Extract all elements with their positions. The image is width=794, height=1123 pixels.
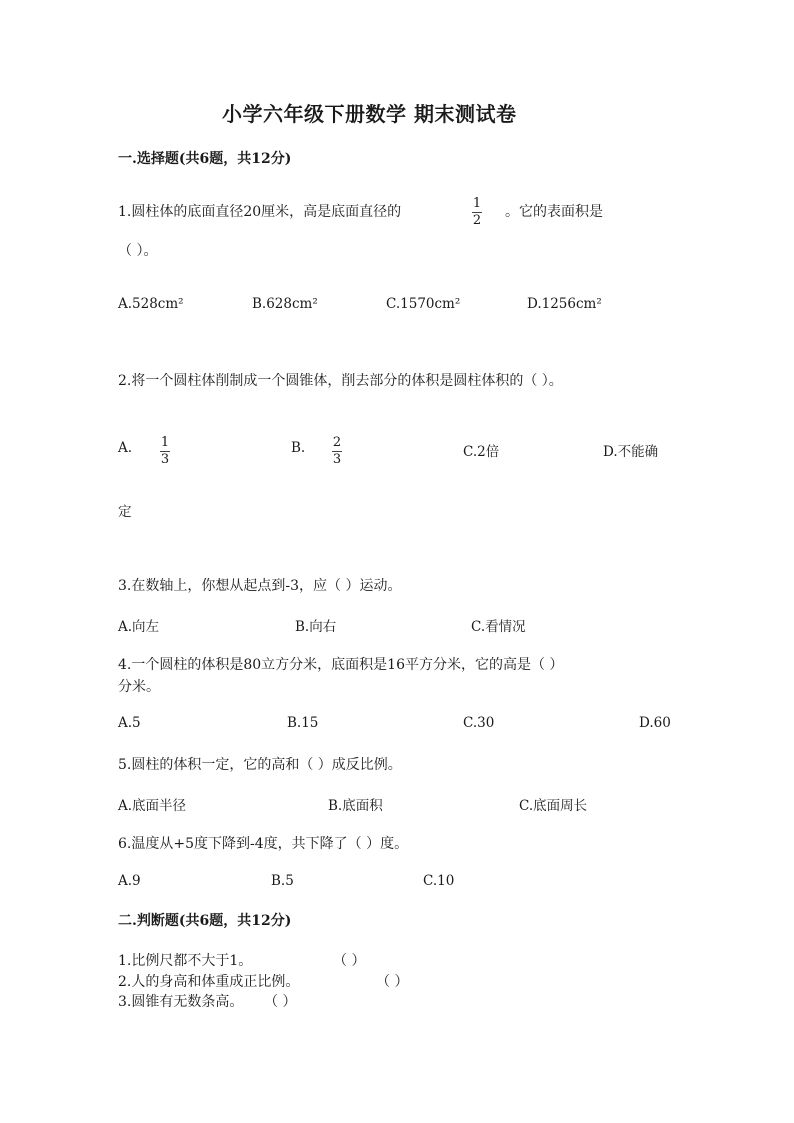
judgement-item-2: 2.人的身高和体重成正比例。: [118, 974, 300, 990]
option-a: A.: [118, 440, 133, 456]
section-heading-choice: 一.选择题(共6题，共12分): [118, 151, 292, 167]
option-a-fraction: [160, 436, 170, 466]
option-c: C.底面周长: [519, 798, 588, 814]
option-b: B.: [291, 440, 306, 456]
question-1-fraction: [472, 197, 482, 227]
option-c: C.10: [423, 873, 455, 889]
page-title: 小学六年级下册数学 期末测试卷: [222, 102, 517, 126]
fraction-denominator: 3: [332, 452, 342, 467]
option-a: A.5: [118, 715, 141, 731]
section-heading-true-false: 二.判断题(共6题，共12分): [118, 913, 292, 929]
option-c: C.1570cm²: [386, 296, 461, 312]
judgement-item-3-blank: （ ）: [264, 994, 297, 1010]
option-a: A.528cm²: [118, 296, 184, 312]
question-1-text: 1.圆柱体的底面直径20厘米，高是底面直径的: [118, 204, 402, 220]
option-a: A.向左: [118, 619, 160, 635]
option-c: C.看情况: [471, 619, 526, 635]
question-3-text: 3.在数轴上，你想从起点到-3，应（ ）运动。: [118, 578, 402, 594]
judgement-item-2-blank: （ ）: [376, 974, 409, 990]
question-4-text: 4.一个圆柱的体积是80立方分米，底面积是16平方分米，它的高是（ ）: [118, 657, 564, 673]
judgement-item-1-blank: （ ）: [333, 953, 366, 969]
option-b: B.底面积: [328, 798, 383, 814]
option-d-continued: 定: [118, 504, 132, 520]
option-d: D.60: [639, 715, 671, 731]
option-a: A.底面半径: [118, 798, 187, 814]
option-b: B.向右: [295, 619, 337, 635]
option-b-fraction: [332, 436, 342, 466]
fraction-denominator: 2: [472, 213, 482, 228]
fraction-numerator: 1: [160, 435, 170, 450]
fraction-numerator: 1: [472, 196, 482, 211]
fraction-numerator: 2: [332, 435, 342, 450]
fraction-denominator: 3: [160, 452, 170, 467]
question-6-text: 6.温度从+5度下降到-4度，共下降了（ ）度。: [118, 836, 409, 852]
option-d: D.1256cm²: [527, 296, 602, 312]
option-b: B.628cm²: [252, 296, 318, 312]
question-2-text: 2.将一个圆柱体削制成一个圆锥体，削去部分的体积是圆柱体积的（ ）。: [118, 373, 563, 389]
judgement-item-1: 1.比例尺都不大于1。: [118, 953, 253, 969]
question-5-text: 5.圆柱的体积一定，它的高和（ ）成反比例。: [118, 757, 402, 773]
option-c: C.30: [463, 715, 495, 731]
question-4-text-continued: 分米。: [118, 679, 160, 695]
option-a: A.9: [118, 873, 141, 889]
judgement-item-3: 3.圆锥有无数条高。: [118, 994, 244, 1010]
question-1-text-after: 。它的表面积是: [505, 204, 603, 220]
option-b: B.15: [287, 715, 319, 731]
option-b: B.5: [271, 873, 294, 889]
answer-blank: （ ）。: [118, 243, 158, 259]
option-d: D.不能确: [603, 444, 659, 460]
option-c: C.2倍: [463, 444, 500, 460]
